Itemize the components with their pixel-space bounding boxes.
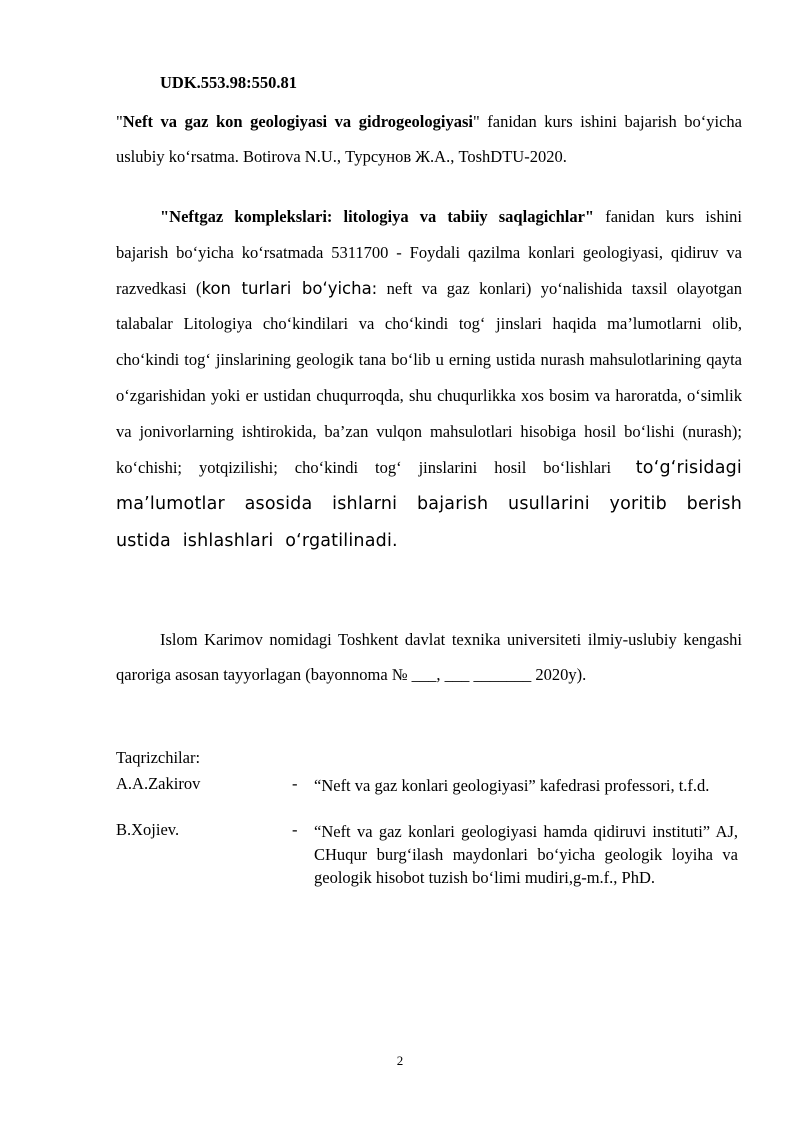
reviewer-description: “Neft va gaz konlari geologiyasi” kafedrasi professori, t.f.d. bbox=[314, 776, 710, 795]
annotation-text-part-1: fanidan kurs ishini bajarish bo‘yicha ko‘rsatmada 5311700 - Foydali qazilma konlari geologiyasi, qidiruv va razvedkasi ( bbox=[116, 207, 742, 298]
annotation-text-part-2: neft va gaz konlari) yo‘nalishida taxsil olayotgan talabalar Litologiya cho‘kindilari va cho‘kindi tog‘ jinslari haqida ma’lumotlarni olib, cho‘kindi tog‘ jinslarining geologik tana bo‘lib u erning ustida nurash mahsulotlarining qayta o‘zgarishidan yoki er ustidan chuqurroqda, shu chuqurlikka xos bosim va haroratda, o‘simlik va jonivorlarning ishtirokida, ba’zan vulqon mahsulotlari hisobiga hosil bo‘lishi (nurash); ko‘chishi; yotqizilishi; cho‘kindi tog‘ jinslarini hosil bo‘lishlari bbox=[116, 278, 743, 477]
reviewers-heading: Taqrizchilar: bbox=[116, 748, 201, 767]
annotation-text-sans-2: to‘g‘risidagi ma’lumotlar asosida ishlarni bajarish usullarini yoritib berish ustida ishlashlari o‘rgatilinadi. bbox=[116, 457, 742, 552]
reviewer-dash: - bbox=[292, 774, 298, 793]
reviewer-dash: - bbox=[292, 820, 298, 839]
reviewer-description: “Neft va gaz konlari geologiyasi hamda qidiruvi instituti” AJ, CHuqur burg‘ilash maydonlari bo‘yicha geologik loyiha va geologik hisobot tuzish bo‘limi mudiri,g-m.f., PhD. bbox=[314, 822, 738, 887]
bibliographic-reference bbox=[116, 104, 742, 174]
udk-code: UDK.553.98:550.81 bbox=[160, 73, 298, 92]
annotation-course-title: "Neftgaz komplekslari: litologiya va tabiiy saqlagichlar" bbox=[160, 207, 595, 226]
page-number: 2 bbox=[396, 1053, 404, 1068]
reviewer-name: B.Xojiev. bbox=[116, 820, 180, 839]
annotation-text-sans-1: kon turlari bo‘yicha: bbox=[201, 278, 378, 298]
reviewer-name: A.A.Zakirov bbox=[116, 774, 201, 793]
approval-paragraph: Islom Karimov nomidagi Toshkent davlat texnika universiteti ilmiy-uslubiy kengashi qaroriga asosan tayyorlagan (bayonnoma № ___, ___ _______ 2020y). bbox=[116, 630, 742, 684]
reference-open-quote: " bbox=[116, 112, 123, 131]
annotation-paragraph bbox=[116, 199, 742, 560]
reference-course-title: Neft va gaz kon geologiyasi va gidrogeologiyasi bbox=[122, 112, 473, 131]
reference-details: " fanidan kurs ishini bajarish bo‘yicha uslubiy ko‘rsatma. Botirova N.U., Турсунов Ж.А., ToshDTU-2020. bbox=[116, 112, 742, 166]
